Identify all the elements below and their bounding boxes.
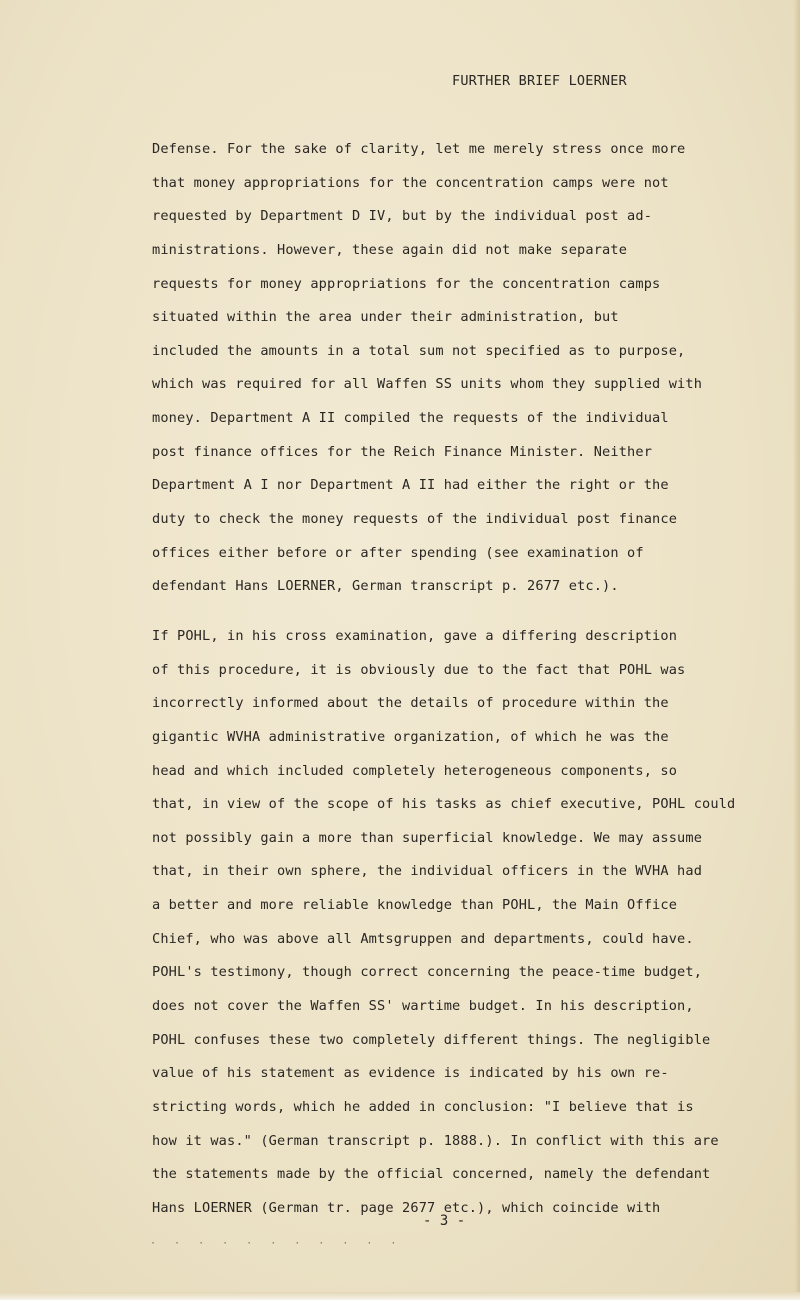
text-line: Defense. For the sake of clarity, let me merely stress once more: [152, 141, 686, 157]
text-line: that money appropriations for the concentration camps were not: [152, 174, 669, 191]
text-line: offices either before or after spending (see examination of: [152, 544, 644, 561]
text-line: situated within the area under their administration, but: [152, 309, 619, 326]
text-line: requests for money appropriations for the concentration camps: [152, 275, 661, 292]
text-line: money. Department A II compiled the requests of the individual: [152, 410, 669, 427]
text-line: Chief, who was above all Amtsgruppen and departments, could have.: [152, 930, 694, 947]
text-line: how it was." (German transcript p. 1888.). In conflict with this are: [152, 1132, 719, 1149]
text-line: gigantic WVHA administrative organization, of which he was the: [152, 728, 669, 745]
text-line: POHL's testimony, though correct concerning the peace-time budget,: [152, 964, 703, 981]
text-line: value of his statement as evidence is indicated by his own re-: [152, 1065, 669, 1082]
text-line: duty to check the money requests of the individual post finance: [152, 511, 678, 528]
text-line: head and which included completely heterogeneous components, so: [152, 762, 678, 779]
text-line: defendant Hans LOERNER, German transcript p. 2677 etc.).: [152, 578, 619, 595]
paper-bottom-edge: [0, 1292, 800, 1300]
text-line: Hans LOERNER (German tr. page 2677 etc.), which coincide with: [152, 1199, 661, 1216]
text-line: included the amounts in a total sum not specified as to purpose,: [152, 342, 686, 359]
text-line: the statements made by the official concerned, namely the defendant: [152, 1166, 711, 1183]
paper-right-edge: [794, 0, 800, 1300]
text-line: of this procedure, it is obviously due to the fact that POHL was: [152, 661, 686, 678]
text-line: If POHL, in his cross examination, gave a differing description: [152, 628, 678, 644]
text-line: ministrations. However, these again did not make separate: [152, 241, 628, 258]
body-paragraph-2: [152, 620, 752, 1226]
text-line: incorrectly informed about the details of procedure within the: [152, 695, 669, 712]
text-line: that, in view of the scope of his tasks as chief executive, POHL could: [152, 796, 736, 813]
body-paragraph-1: [152, 133, 752, 604]
text-line: POHL confuses these two completely different things. The negligible: [152, 1031, 711, 1048]
text-line: that, in their own sphere, the individual officers in the WVHA had: [152, 863, 703, 880]
page-number: - 3 -: [423, 1213, 466, 1229]
text-line: a better and more reliable knowledge than POHL, the Main Office: [152, 897, 678, 914]
text-line: does not cover the Waffen SS' wartime budget. In his description,: [152, 998, 694, 1015]
text-line: Department A I nor Department A II had either the right or the: [152, 477, 669, 494]
text-line: not possibly gain a more than superficial knowledge. We may assume: [152, 829, 703, 846]
text-line: stricting words, which he added in conclusion: "I believe that is: [152, 1098, 694, 1115]
ink-specks: · · · · · · · · · · ·: [150, 1238, 403, 1249]
text-line: which was required for all Waffen SS units whom they supplied with: [152, 376, 703, 393]
text-line: post finance offices for the Reich Finance Minister. Neither: [152, 443, 653, 460]
text-line: requested by Department D IV, but by the individual post ad-: [152, 208, 653, 225]
running-header: FURTHER BRIEF LOERNER: [452, 73, 627, 89]
